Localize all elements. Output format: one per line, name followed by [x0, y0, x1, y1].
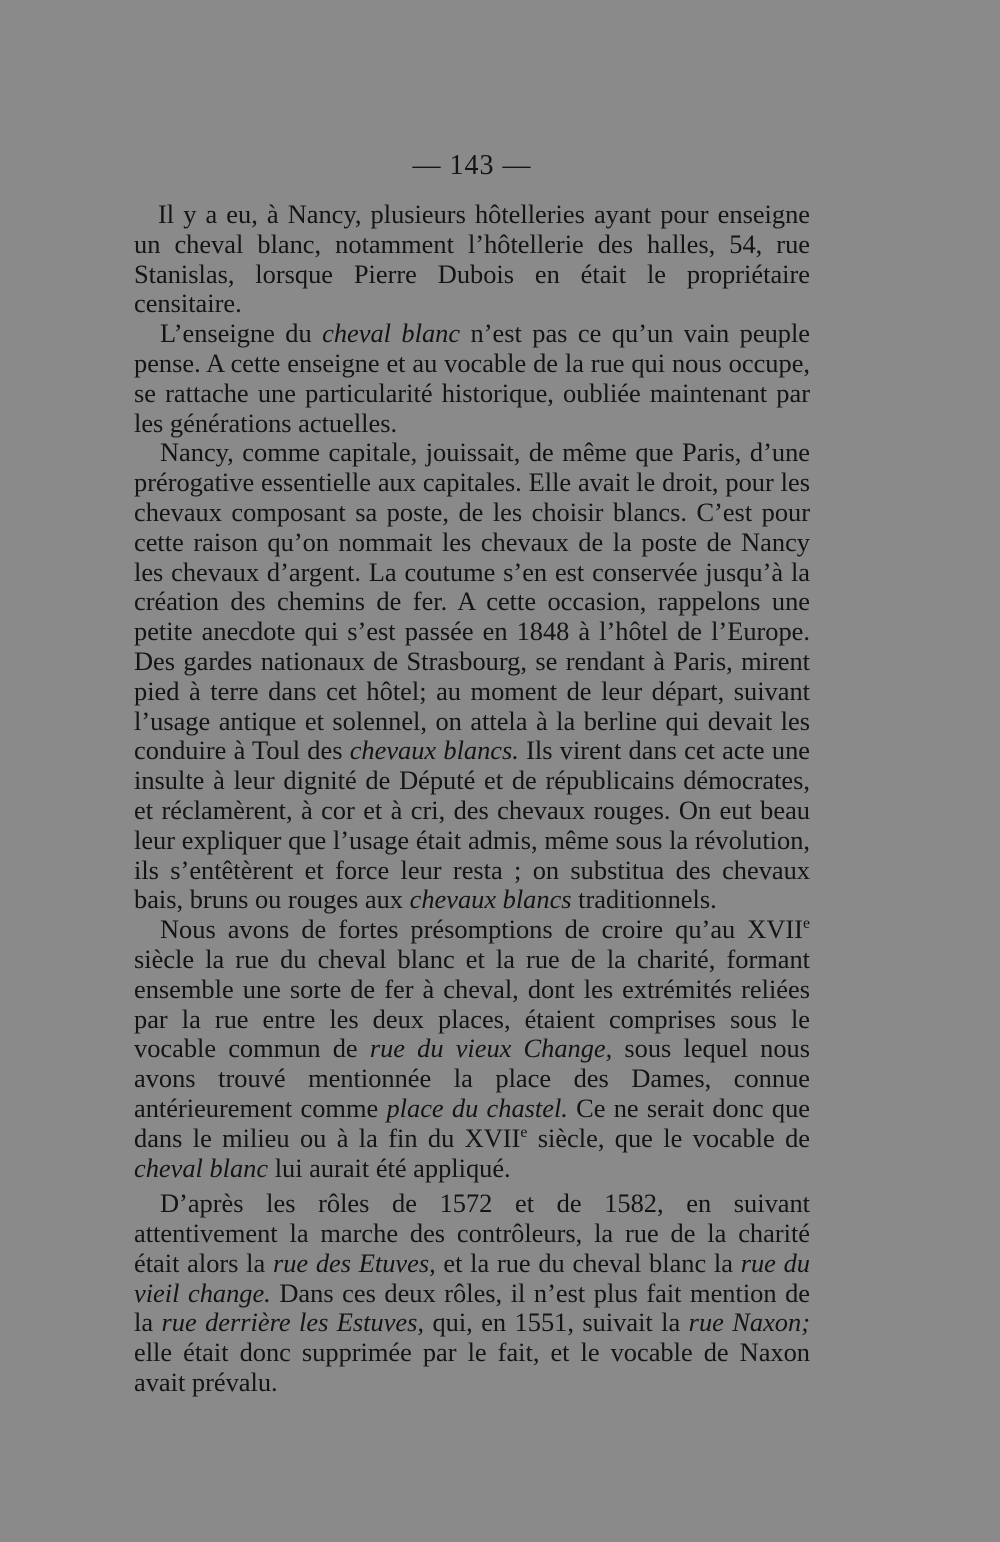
- italic-phrase: rue du vieux Change,: [369, 1033, 613, 1064]
- text-run: traditionnels.: [571, 884, 717, 915]
- italic-phrase: rue Naxon;: [688, 1307, 810, 1338]
- italic-phrase: rue du vieil change.: [134, 1247, 810, 1308]
- italic-phrase: cheval blanc: [134, 1152, 269, 1183]
- superscript: e: [520, 1123, 528, 1141]
- text-run: lui aurait été appliqué.: [268, 1152, 511, 1183]
- text-run: et la rue du cheval blanc la: [435, 1247, 741, 1278]
- paragraph: [134, 915, 810, 1183]
- text-run: D’après les rôles de 1572 et de 1582, en suivant attentivement la marche des contrôleurs, la rue de la charité était alors la: [134, 1188, 810, 1278]
- italic-phrase: place du chastel.: [386, 1092, 568, 1123]
- paragraph: [134, 438, 810, 915]
- text-run: Ce ne serait donc que dans le milieu ou à la fin du XVII: [134, 1092, 810, 1153]
- paragraph: [134, 319, 810, 438]
- italic-phrase: rue des Etuves,: [272, 1247, 436, 1278]
- body-text: [134, 200, 810, 1398]
- italic-phrase: cheval blanc: [322, 318, 461, 349]
- italic-phrase: chevaux blancs: [409, 884, 572, 915]
- document-page: [134, 150, 810, 1398]
- text-run: Dans ces deux rôles, il n’est plus fait mention de la: [134, 1277, 811, 1338]
- superscript: e: [802, 915, 810, 933]
- text-run: elle était donc supprimée par le fait, et le vocable de Naxon avait prévalu.: [134, 1337, 810, 1398]
- paragraph: [134, 200, 810, 319]
- italic-phrase: chevaux blancs.: [349, 735, 519, 766]
- text-run: siècle, que le vocable de: [527, 1122, 810, 1153]
- text-run: sous lequel nous avons trouvé mentionnée la place des Dames, connue antérieurement comme: [134, 1033, 810, 1123]
- text-run: Nancy, comme capitale, jouissait, de même que Paris, d’une prérogative essentielle aux capitales. Elle avait le droit, pour les chevaux composant sa poste, de les choisir blancs. C’est pour cette raison qu’on nommait les chevaux de la poste de Nancy les chevaux d’argent. La coutume s’en est conservée jusqu’à la création des chemins de fer. A cette occasion, rappelons une petite anecdote qui s’est passée en 1848 à l’hôtel de l’Europe. Des gardes nationaux de Strasbourg, se rendant à Paris, mirent pied à terre dans cet hôtel; au moment de leur départ, suivant l’usage antique et solennel, on attela à la berline qui devait les conduire à Toul des: [134, 437, 810, 766]
- paragraph: [134, 1189, 810, 1398]
- page-number: — 143 —: [412, 150, 532, 181]
- text-run: Ils virent dans cet acte une insulte à leur dignité de Député et de républicains démocrates, et réclamèrent, à cor et à cri, des chevaux rouges. On eut beau leur expliquer que l’usage était admis, même sous la révolution, ils s’entêtèrent et force leur resta ; on substitua des chevaux bais, bruns ou rouges aux: [134, 735, 810, 915]
- text-run: siècle la rue du cheval blanc et la rue de la charité, formant ensemble une sorte de fer à cheval, dont les extrémités reliées par la rue entre les deux places, étaient comprises sous le vocable commun de: [134, 943, 810, 1064]
- italic-phrase: rue derrière les Estuves,: [161, 1307, 425, 1338]
- text-run: qui, en 1551, suivait la: [424, 1307, 689, 1338]
- text-run: n’est pas ce qu’un vain peuple pense. A cette enseigne et au vocable de la rue qui nous occupe, se rattache une particularité historique, oubliée maintenant par les générations actuelles.: [134, 318, 811, 438]
- text-run: L’enseigne du: [160, 318, 323, 349]
- text-run: Il y a eu, à Nancy, plusieurs hôtelleries ayant pour enseigne un cheval blanc, notamment l’hôtellerie des halles, 54, rue Stanislas, lorsque Pierre Dubois en était le propriétaire censitaire.: [134, 199, 810, 319]
- text-run: Nous avons de fortes présomptions de croire qu’au XVII: [160, 914, 803, 945]
